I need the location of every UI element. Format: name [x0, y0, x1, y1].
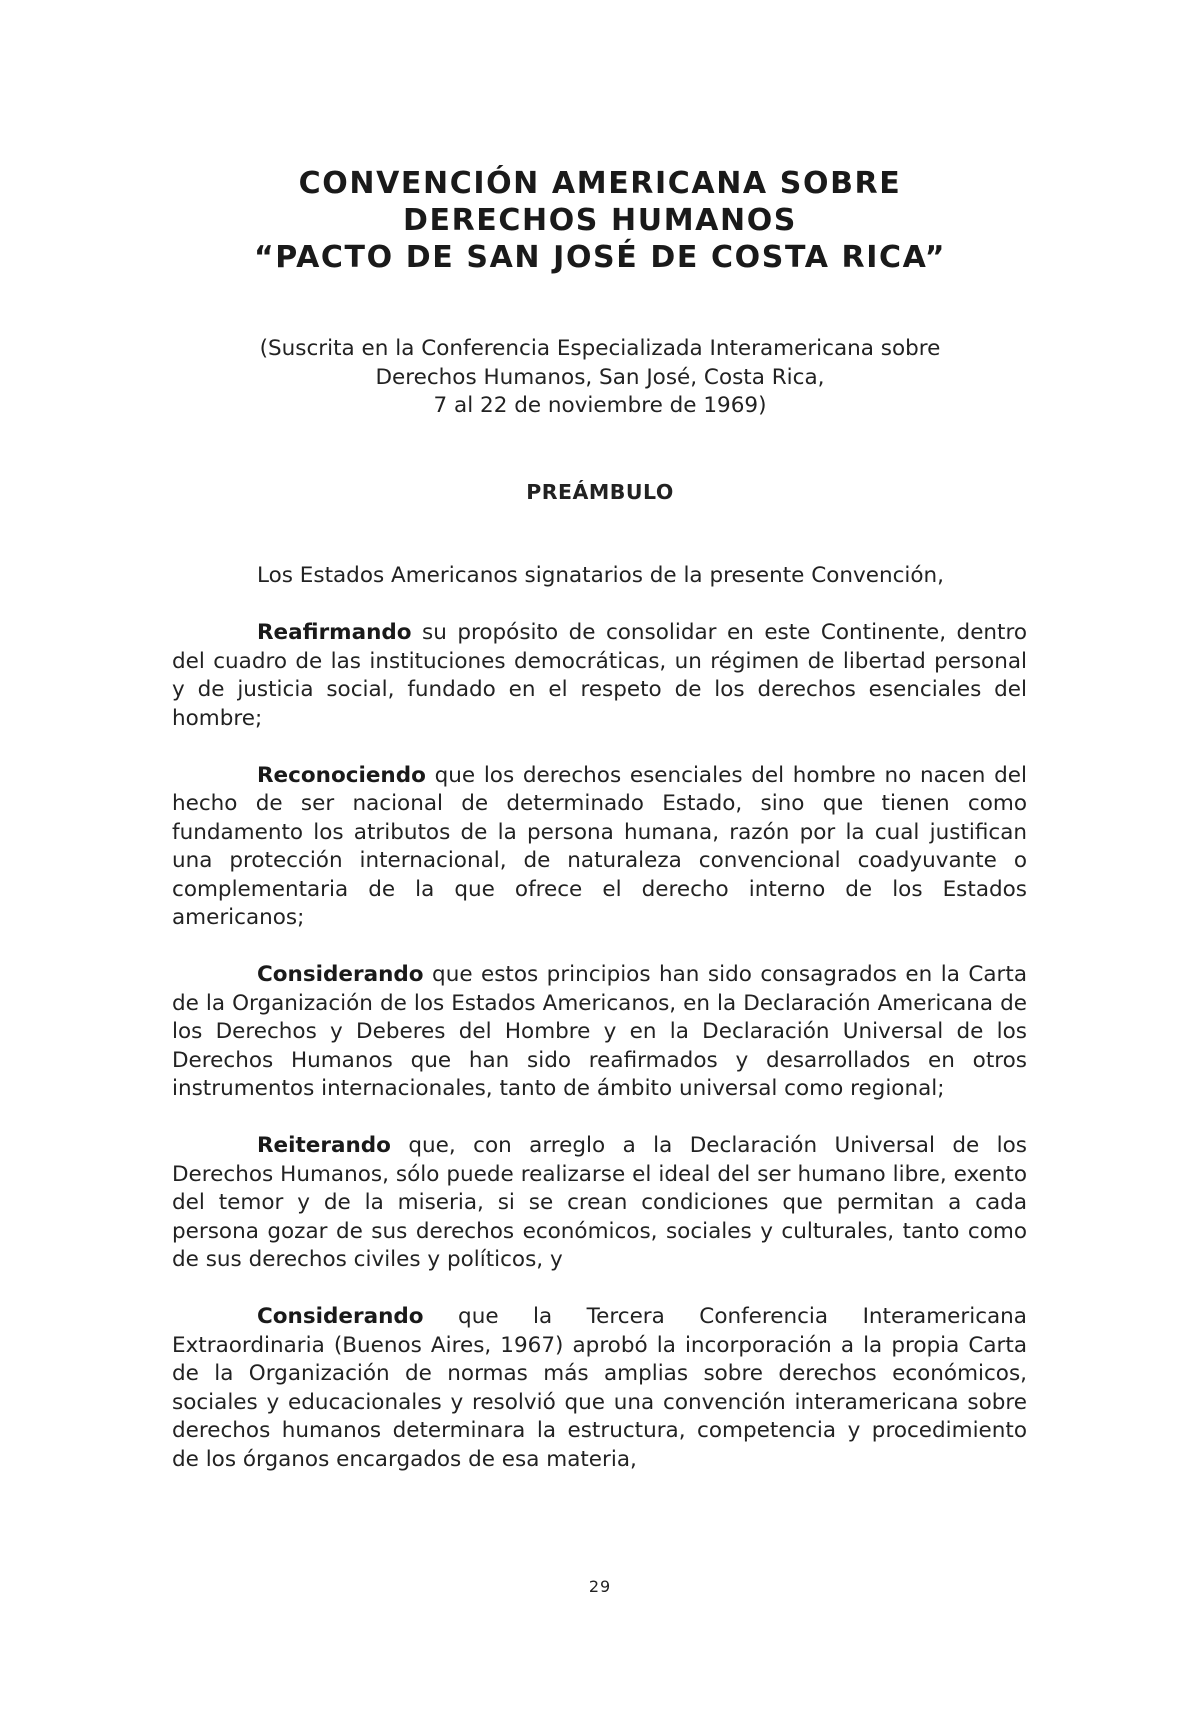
- paragraph-lead: Reconociendo: [257, 762, 426, 788]
- paragraph-reiterando: [172, 1132, 1027, 1275]
- paragraph-text: que la Tercera Conferencia Interamericana Extraordinaria (Buenos Aires, 1967) aprobó la incorporación a la propia Carta de la Organización de normas más amplias sobre derechos económicos, sociales y educacionales y resolvió que una convención interamericana sobre derechos humanos determinara la estructura, competencia y procedimiento de los órganos encargados de esa materia,: [172, 1304, 1027, 1472]
- paragraph-lead: Reafirmando: [257, 620, 412, 645]
- paragraph-text: que estos principios han sido consagrados en la Carta de la Organización de los Estados Americanos, en la Declaración Americana de los Derechos y Deberes del Hombre y en la Declaración Universal de los Derechos Humanos que han sido reafirmados y desarrollados en otros instrumentos internacionales, tanto de ámbito universal como regional;: [172, 962, 1027, 1101]
- paragraph-reafirmando: [172, 619, 1027, 733]
- title-line-1: CONVENCIÓN AMERICANA SOBRE: [298, 166, 902, 201]
- paragraph-text: que, con arreglo a la Declaración Universal de los Derechos Humanos, sólo puede realizarse el ideal del ser humano libre, exento del temor y de la miseria, si se crean condiciones que permitan a cada persona gozar de sus derechos económicos, sociales y culturales, tanto como de sus derechos civiles y políticos, y: [172, 1133, 1027, 1272]
- preamble-body: [172, 562, 1027, 1503]
- page-number: 29: [588, 1577, 612, 1596]
- section-heading: PREÁMBULO: [526, 480, 674, 504]
- title-line-2: DERECHOS HUMANOS: [402, 203, 798, 238]
- paragraph-lead: Considerando: [257, 962, 424, 987]
- paragraph-reconociendo: [172, 762, 1027, 933]
- paragraph-considerando-1: [172, 961, 1027, 1104]
- paragraph-lead: Considerando: [257, 1304, 424, 1329]
- subtitle-line-3: 7 al 22 de noviembre de 1969): [433, 393, 767, 418]
- paragraph-considerando-2: [172, 1303, 1027, 1474]
- document-title: [0, 165, 1200, 276]
- subtitle-line-2: Derechos Humanos, San José, Costa Rica,: [375, 364, 825, 390]
- paragraph-text: que los derechos esenciales del hombre no nacen del hecho de ser nacional de determinado Estado, sino que tienen como fundamento los atributos de la persona humana, razón por la cual justifican una protección internacional, de naturaleza convencional coadyuvante o complementaria de la que ofrece el derecho interno de los Estados americanos;: [172, 762, 1027, 930]
- title-line-3: “PACTO DE SAN JOSÉ DE COSTA RICA”: [253, 240, 947, 275]
- paragraph-text: su propósito de consolidar en este Continente, dentro del cuadro de las instituciones democráticas, un régimen de libertad personal y de justicia social, fundado en el respeto de los derechos esenciales del hombre;: [172, 620, 1027, 731]
- paragraph-intro: [172, 562, 1027, 591]
- document-subtitle: [0, 335, 1200, 421]
- paragraph-lead: Reiterando: [257, 1133, 391, 1158]
- subtitle-line-1: (Suscrita en la Conferencia Especializada Interamericana sobre: [259, 336, 941, 361]
- paragraph-text: Los Estados Americanos signatarios de la presente Convención,: [257, 563, 945, 588]
